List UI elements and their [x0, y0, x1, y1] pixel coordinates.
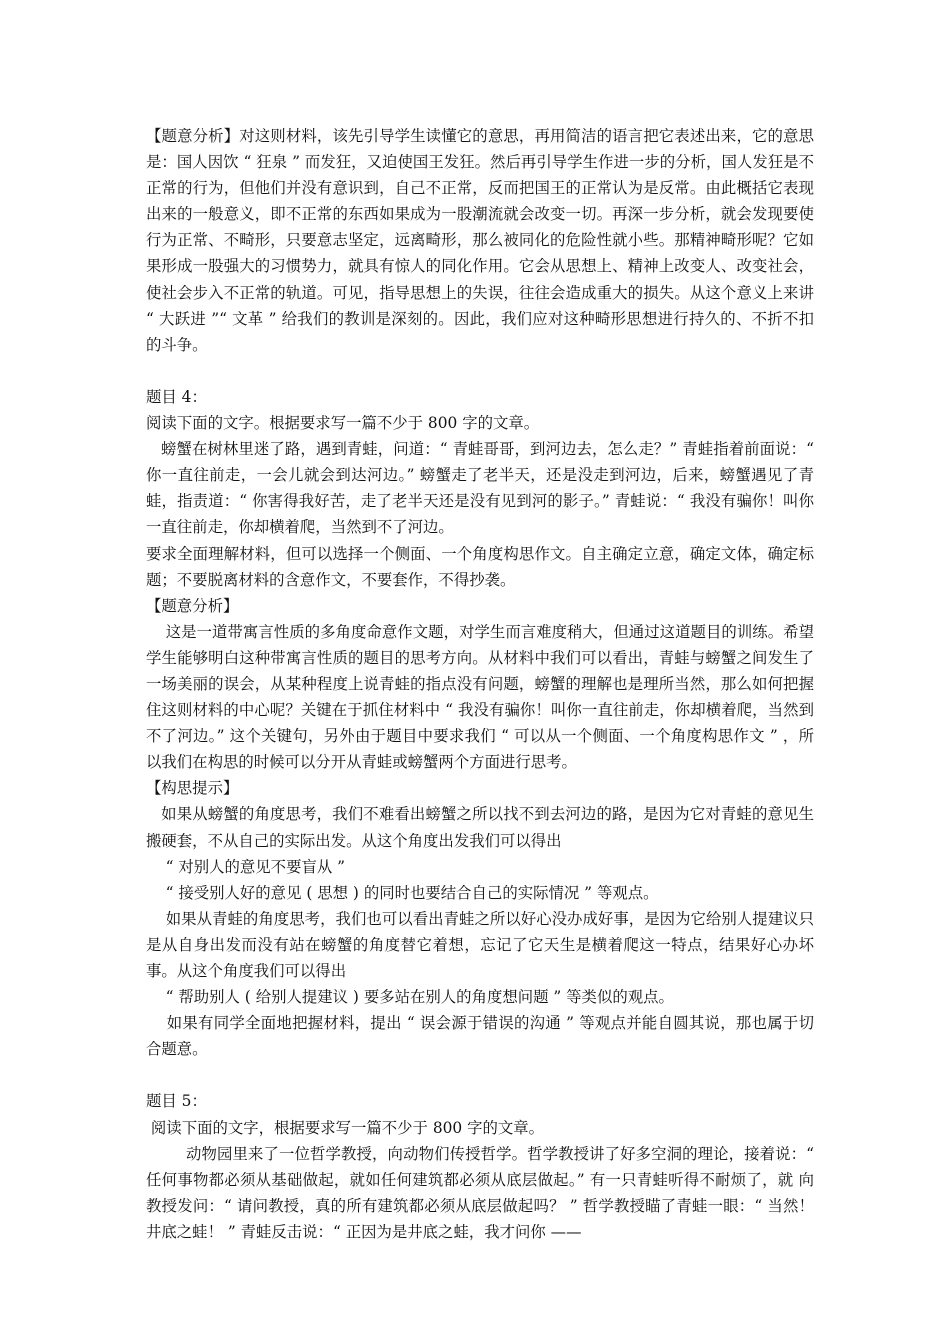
question-4-title: 题目 4： — [146, 387, 207, 406]
analysis-heading: 【题意分析】 — [146, 596, 239, 615]
question-4-requirements: 要求全面理解材料，但可以选择一个侧面、一个角度构思作文。自主确定立意，确定文体，确定标题；不要脱离材料的含意作文，不要套作，不得抄袭。 — [146, 544, 814, 589]
question-4-instruction: 阅读下面的文字。根据要求写一篇不少于 800 字的文章。 — [146, 414, 540, 433]
hint-heading: 【构思提示】 — [146, 779, 239, 798]
paragraph-analysis-section1: 【题意分析】对这则材料，该先引导学生读懂它的意思，再用简洁的语言把它表述出来，它的意思是：国人因饮 “ 狂泉 ” 而发狂，又迫使国王发狂。然后再引导学生作进一步的分析，国人发狂是不正常的行为，但他们并没有意识到，自己不正常，反而把国王的正常认为是反常。由此概括它表现出来的一般意义，即不正常的东西如果成为一股潮流就会改变一切。再深一步分析，就会发现要使行为正常、不畸形，只要意志坚定，远离畸形，那么被同化的危险性就小些。那精神畸形呢？它如果形成一股强大的习惯势力，就具有惊人的同化作用。它会从思想上、精神上改变人、改变社会，使社会步入不正常的轨道。可见，指导思想上的失误，往往会造成重大的损失。从这个意义上来讲 “ 大跃进 ”“ 文革 ” 给我们的教训是深刻的。因此，我们应对这种畸形思想进行持久的、不折不扣的斗争。 — [146, 127, 819, 354]
question-5-instruction: 阅读下面的文字，根据要求写一篇不少于 800 字的文章。 — [146, 1118, 545, 1137]
blank-line — [146, 1062, 814, 1088]
hint-frog: 如果从青蛙的角度思考，我们也可以看出青蛙之所以好心没办成好事，是因为它给别人提建议只是从自身出发而没有站在螃蟹的角度替它着想，忘记了它天生是横着爬这一特点，结果好心办坏事。从这个角度我们可以得出 — [146, 909, 814, 980]
hint-crab: 如果从螃蟹的角度思考，我们不难看出螃蟹之所以找不到去河边的路，是因为它对青蛙的意见生搬硬套，不从自己的实际出发。从这个角度出发我们可以得出 — [146, 805, 814, 850]
hint-whole: 如果有同学全面地把握材料，提出 “ 误会源于错误的沟通 ” 等观点并能自圆其说，那也属于切合题意。 — [146, 1014, 814, 1059]
document-page — [146, 123, 819, 1245]
blank-line — [146, 358, 814, 384]
question-4-story: 螃蟹在树林里迷了路，遇到青蛙，问道：“ 青蛙哥哥，到河边去，怎么走？” 青蛙指着前面说：“ 你一直往前走，一会儿就会到达河边。” 螃蟹走了老半天，还是没走到河边，后来，螃蟹遇见了青蛙，指责道：“ 你害得我好苦，走了老半天还是没有见到河的影子。” 青蛙说：“ 我没有骗你！叫你一直往前走，你却横着爬，当然到不了河边。 — [146, 440, 819, 537]
analysis-body: 这是一道带寓言性质的多角度命意作文题，对学生而言难度稍大，但通过这道题目的训练。希望学生能够明白这种带寓言性质的题目的思考方向。从材料中我们可以看出，青蛙与螃蟹之间发生了一场美丽的误会，从某种程度上说青蛙的指点没有问题，螃蟹的理解也是理所当然，那么如何把握住这则材料的中心呢？关键在于抓住材料中 “ 我没有骗你！叫你一直往前走，你却横着爬，当然到不了河边。” 这个关键句，另外由于题目中要求我们 “ 可以从一个侧面、一个角度构思作文 ” ，所以我们在构思的时候可以分开从青蛙或螃蟹两个方面进行思考。 — [146, 622, 814, 772]
viewpoint-1: “ 对别人的意见不要盲从 ” — [146, 857, 346, 876]
viewpoint-2: “ 接受别人好的意见 ( 思想 ) 的同时也要结合自己的实际情况 ” 等观点。 — [146, 883, 659, 902]
viewpoint-3: “ 帮助别人 ( 给别人提建议 ) 要多站在别人的角度想问题 ” 等类似的观点。 — [146, 988, 674, 1007]
question-5-title: 题目 5： — [146, 1092, 207, 1111]
question-5-story: 动物园里来了一位哲学教授，向动物们传授哲学。哲学教授讲了好多空洞的理论，接着说：“ 任何事物都必须从基础做起，就如任何建筑都必须从底层做起。” 有一只青蛙听得不耐烦了，就 向 教授发问：“ 请问教授，真的所有建筑都必须从底层做起吗？ ” 哲学教授瞄了青蛙一眼：“ 当然！井底之蛙！ ” 青蛙反击说：“ 正因为是井底之蛙，我才问你 —— — [146, 1144, 819, 1241]
